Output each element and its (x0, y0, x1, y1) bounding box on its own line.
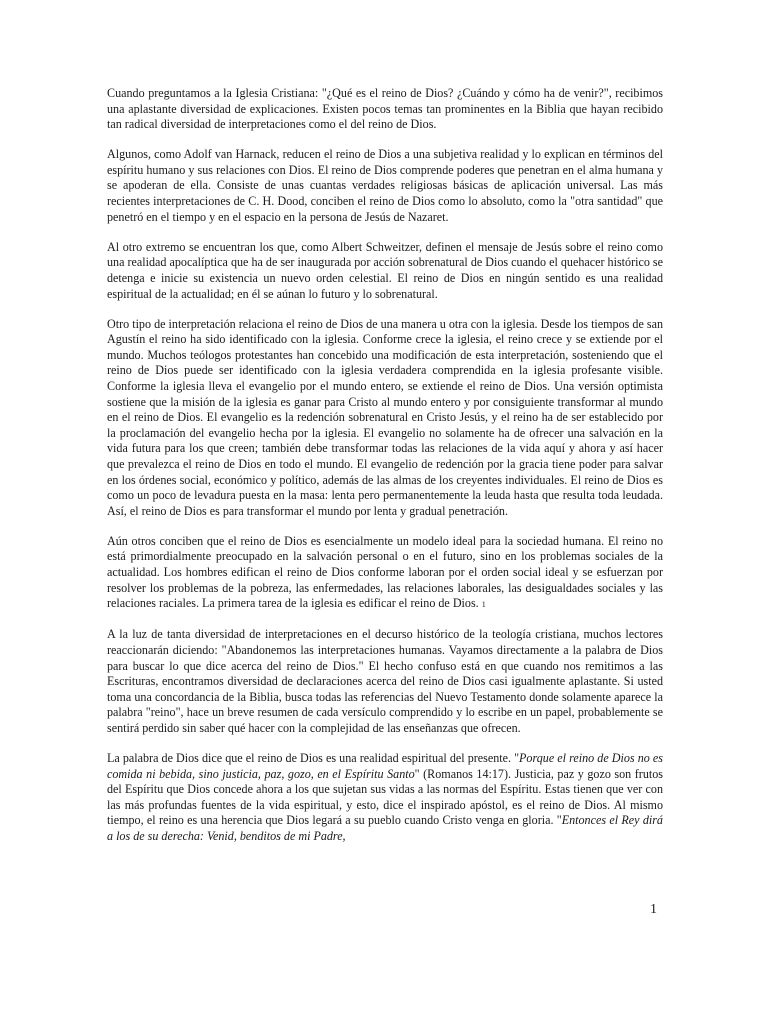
paragraph-7-part1: La palabra de Dios dice que el reino de Dios es una realidad espiritual del presente. " (107, 750, 520, 765)
paragraph-7 (107, 751, 663, 845)
paragraph-5-text: Aún otros conciben que el reino de Dios es esencialmente un modelo ideal para la sociedad humana. El reino no está primordialmente preocupado en la salvación personal o en el futuro, sino en los problemas sociales de la actualidad. Los hombres edifican el reino de Dios conforme laboran por el orden social ideal y se esfuerzan por resolver los problemas de la pobreza, las enfermedades, las relaciones laborales, las desigualdades sociales y las relaciones raciales. La primera tarea de la iglesia es edificar el reino de Dios. (107, 533, 663, 611)
paragraph-7-part2: " (Romanos 14:17). Justicia, paz y gozo son frutos del Espíritu que Dios concede ahora a los que sujetan sus vidas a las normas del Espíritu. Estas tienen que ver con las más profundas fuentes de la vida espiritual, y esto, dice el inspirado apóstol, es el reino de Dios. Al mismo tiempo, el reino es una herencia que Dios legará a su pueblo cuando Cristo venga en gloria. " (107, 766, 663, 828)
paragraph-2: Algunos, como Adolf van Harnack, reducen el reino de Dios a una subjetiva realidad y lo explican en términos del espíritu humano y sus relaciones con Dios. El reino de Dios comprende poderes que penetran en el alma humana y se apoderan de ella. Consiste de unas cuantas verdades religiosas básicas de aplicación universal. Las más recientes interpretaciones de C. H. Dood, conciben el reino de Dios como lo absoluto, como la "otra santidad" que penetró en el tiempo y en el espacio en la persona de Jesús de Nazaret. (107, 147, 663, 224)
paragraph-6: A la luz de tanta diversidad de interpretaciones en el decurso histórico de la teología cristiana, muchos lectores reaccionarán diciendo: "Abandonemos las interpretaciones humanas. Vayamos directamente a la palabra de Dios para buscar lo que dice acerca del reino de Dios." El hecho confuso está en que cuando nos remitimos a las Escrituras, encontramos diversidad de declaraciones acerca del reino de Dios casi igualmente aplastante. Si usted toma una concordancia de la Biblia, busca todas las referencias del Nuevo Testamento donde solamente aparece la palabra "reino", hace un breve resumen de cada versículo comprendido y lo escribe en un papel, probablemente se sentirá perdido sin saber qué hacer con la complejidad de las enseñanzas que ofrecen. (107, 627, 663, 735)
paragraph-4: Otro tipo de interpretación relaciona el reino de Dios de una manera u otra con la iglesia. Desde los tiempos de san Agustín el reino ha sido identificado con la iglesia. Conforme crece la iglesia, el reino crece y se extiende por el mundo. Muchos teólogos protestantes han concebido una modificación de esta interpretación, sosteniendo que el reino de Dios puede ser identificado con la iglesia verdadera comprendida en la iglesia profesante visible. Conforme la iglesia lleva el evangelio por el mundo entero, se extiende el reino de Dios. Una versión optimista sostiene que la misión de la iglesia es ganar para Cristo al mundo entero y por consiguiente transformar al mundo en el reino de Dios. El evangelio es la redención sobrenatural en Cristo Jesús, y el reino ha de ser establecido por la proclamación del evangelio hecha por la iglesia. El evangelio no solamente ha de ofrecer una salvación en la vida futura para los que creen; también debe transformar todas las relaciones de la vida aquí y ahora y así hacer que prevalezca el reino de Dios en todo el mundo. El evangelio de redención por la gracia tiene poder para salvar en los órdenes social, económico y político, además de las almas de los creyentes individuales. El reino de Dios es como un poco de levadura puesta en la masa: lenta pero permanentemente la leuda hasta que resulta toda leudada. Así, el reino de Dios es para transformar el mundo por lenta y gradual penetración. (107, 316, 663, 518)
quote-romans: Porque el reino de Dios no es comida ni bebida, sino justicia, paz, gozo, en el Espíritu Santo (107, 750, 663, 781)
quote-matthew: Entonces el Rey dirá a los de su derecha: Venid, benditos de mi Padre, (107, 813, 663, 843)
document-body (107, 86, 663, 859)
paragraph-3: Al otro extremo se encuentran los que, como Albert Schweitzer, definen el mensaje de Jesús sobre el reino como una realidad apocalíptica que ha de ser inaugurada por acción sobrenatural de Dios cuando el quehacer histórico se detenga e inicie su existencia un nuevo orden celestial. El reino de Dios en ningún sentido es una realidad espiritual de la actualidad; en él se aúnan lo futuro y lo sobrenatural. (107, 239, 663, 301)
paragraph-1: Cuando preguntamos a la Iglesia Cristiana: "¿Qué es el reino de Dios? ¿Cuándo y cómo ha de venir?", recibimos una aplastante diversidad de explicaciones. Existen pocos temas tan prominentes en la Biblia que hayan recibido tan radical diversidad de interpretaciones como el del reino de Dios. (107, 86, 663, 132)
paragraph-5 (107, 534, 663, 613)
page-number: 1 (650, 902, 657, 917)
footnote-marker[interactable]: 1 (481, 600, 486, 610)
